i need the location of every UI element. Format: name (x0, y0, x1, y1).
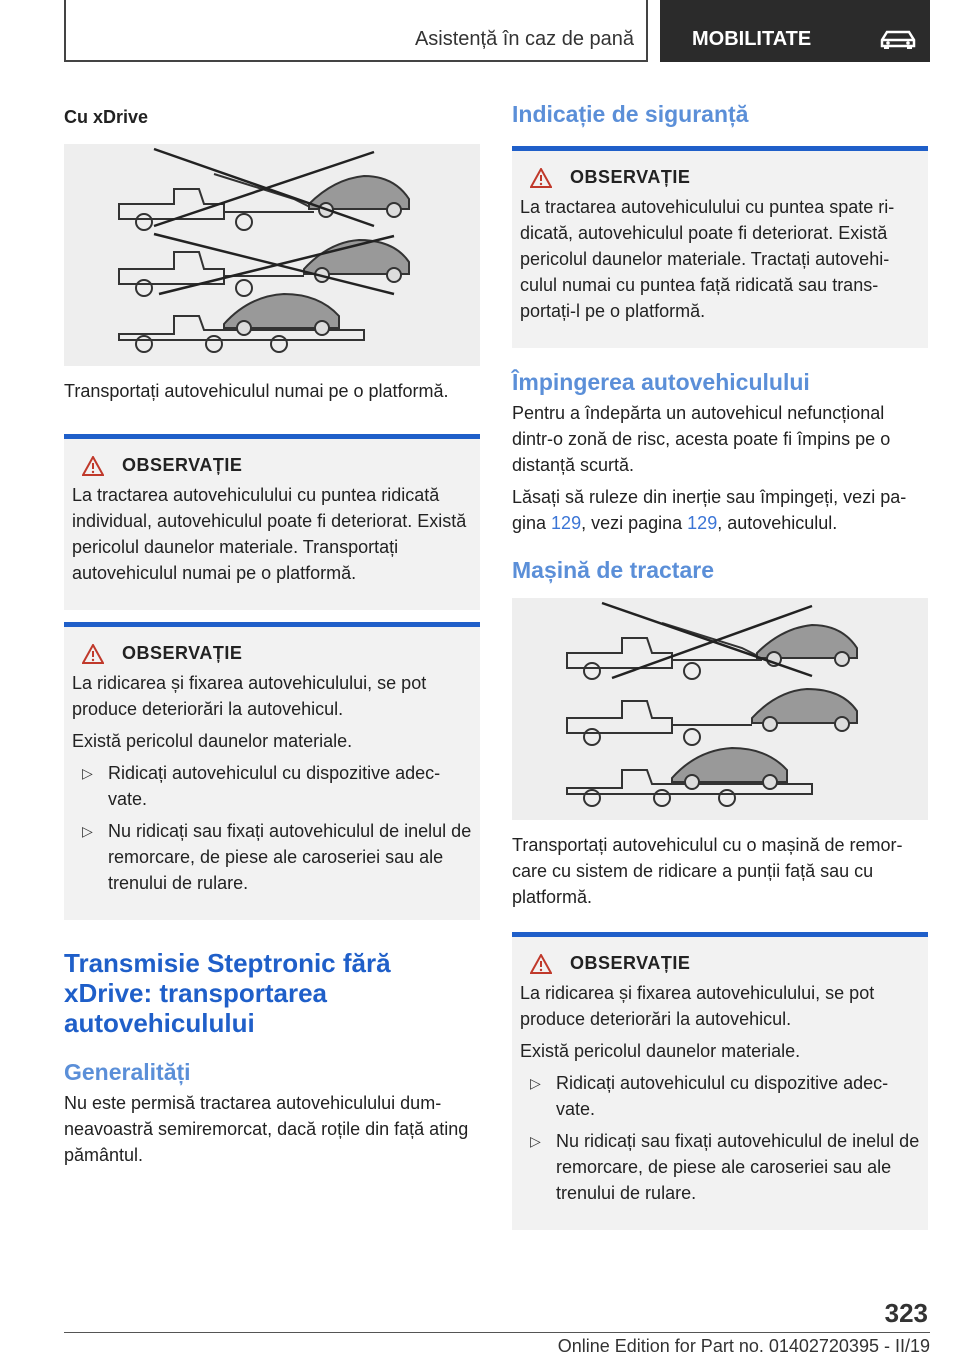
towing-illustration-truck (512, 598, 928, 820)
note-list (520, 1070, 920, 1206)
list-item: ▷ Nu ridicați sau fixați autovehiculul de inelul de remorcare, de piese ale caroseriei sau ale trenului de rulare. (530, 1128, 920, 1206)
subheading-xdrive: Cu xDrive (64, 107, 149, 127)
tow-trucks-drawing (64, 144, 480, 366)
warning-note-4 (512, 932, 928, 1230)
tow-caption: Transportați autovehiculul cu o mașină de remor‐care cu sistem de ridicare a punții față sau cu platformă. (512, 835, 903, 907)
bullet-triangle-icon: ▷ (530, 1133, 541, 1149)
subsection-title-general: Generalități (64, 1059, 191, 1085)
warning-icon (82, 456, 104, 476)
push-text: Pentru a îndepărta un autovehicul nefuncțional dintr-o zonă de risc, acesta poate fi împins pe o distanță scurtă. (512, 403, 891, 475)
list-item: ▷ Nu ridicați sau fixați autovehiculul de inelul de remorcare, de piese ale caroseriei sau ale trenului de rulare. (82, 818, 472, 896)
note-title: OBSERVAȚIE (122, 643, 243, 663)
section-tab (64, 0, 648, 62)
list-item: ▷ Ridicați autovehiculul cu dispozitive adec‐vate. (82, 760, 472, 812)
towing-illustration-xdrive (64, 144, 480, 366)
section-title: Asistență în caz de pană (414, 28, 634, 50)
safety-title: Indicație de siguranță (512, 101, 749, 127)
warning-icon (530, 168, 552, 188)
note-text: La ridicarea și fixarea autovehiculului, se pot produce deteriorări la autovehicul. (520, 983, 875, 1029)
warning-note-1 (64, 434, 480, 610)
page-header (64, 0, 930, 64)
page-link[interactable]: 129 (687, 513, 718, 533)
footer-divider (64, 1332, 930, 1333)
push-text-links: Lăsați să ruleze din inerție sau împingeți, vezi pa‐gina 129, vezi pagina 129, autovehiculul. (512, 487, 907, 533)
note-title: OBSERVAȚIE (570, 167, 691, 187)
note-text: La tractarea autovehiculului cu puntea spate ri‐dicată, autovehiculul poate fi deteriorat. Există pericolul daunelor materiale. Tractați autovehi‐culul numai cu puntea față ridicată sau trans‐portați-l pe o platformă. (520, 197, 895, 321)
push-title: Împingerea autovehiculului (512, 369, 810, 395)
bullet-triangle-icon: ▷ (82, 823, 93, 839)
warning-note-2 (64, 622, 480, 920)
warning-icon (530, 954, 552, 974)
general-text: Nu este permisă tractarea autovehiculului dum‐neavoastră semiremorcat, dacă roțile din față ating pământul. (64, 1093, 469, 1165)
page-link[interactable]: 129 (551, 513, 582, 533)
figure-caption-xdrive: Transportați autovehiculul numai pe o platformă. (64, 381, 449, 401)
warning-note-3 (512, 146, 928, 348)
left-column (64, 100, 480, 1168)
edition-text: Online Edition for Part no. 01402720395 - II/19 (557, 1336, 930, 1356)
page-number: 323 (884, 1298, 928, 1328)
note-text: Există pericolul daunelor materiale. (520, 1041, 801, 1061)
list-item: ▷ Ridicați autovehiculul cu dispozitive adec‐vate. (530, 1070, 920, 1122)
warning-icon (82, 644, 104, 664)
note-title: OBSERVAȚIE (570, 953, 691, 973)
chapter-title: MOBILITATE (692, 28, 812, 50)
note-title: OBSERVAȚIE (122, 455, 243, 475)
note-text: La tractarea autovehiculului cu puntea ridicată individual, autovehiculul poate fi deteriorat. Există pericolul daunelor materiale. Transportați autovehiculul numai pe o platformă. (72, 485, 467, 583)
car-icon (878, 28, 918, 50)
note-text: Există pericolul daunelor materiale. (72, 731, 353, 751)
bullet-triangle-icon: ▷ (82, 765, 93, 781)
note-text: La ridicarea și fixarea autovehiculului, se pot produce deteriorări la autovehicul. (72, 673, 427, 719)
section-title-steptronic: Transmisie Steptronic fără xDrive: transportarea autovehiculului (64, 948, 391, 1038)
chapter-tab (660, 0, 930, 62)
tow-trucks-drawing (512, 598, 928, 820)
right-column (512, 100, 928, 1230)
tow-truck-title: Mașină de tractare (512, 557, 714, 583)
note-list (72, 760, 472, 896)
bullet-triangle-icon: ▷ (530, 1075, 541, 1091)
